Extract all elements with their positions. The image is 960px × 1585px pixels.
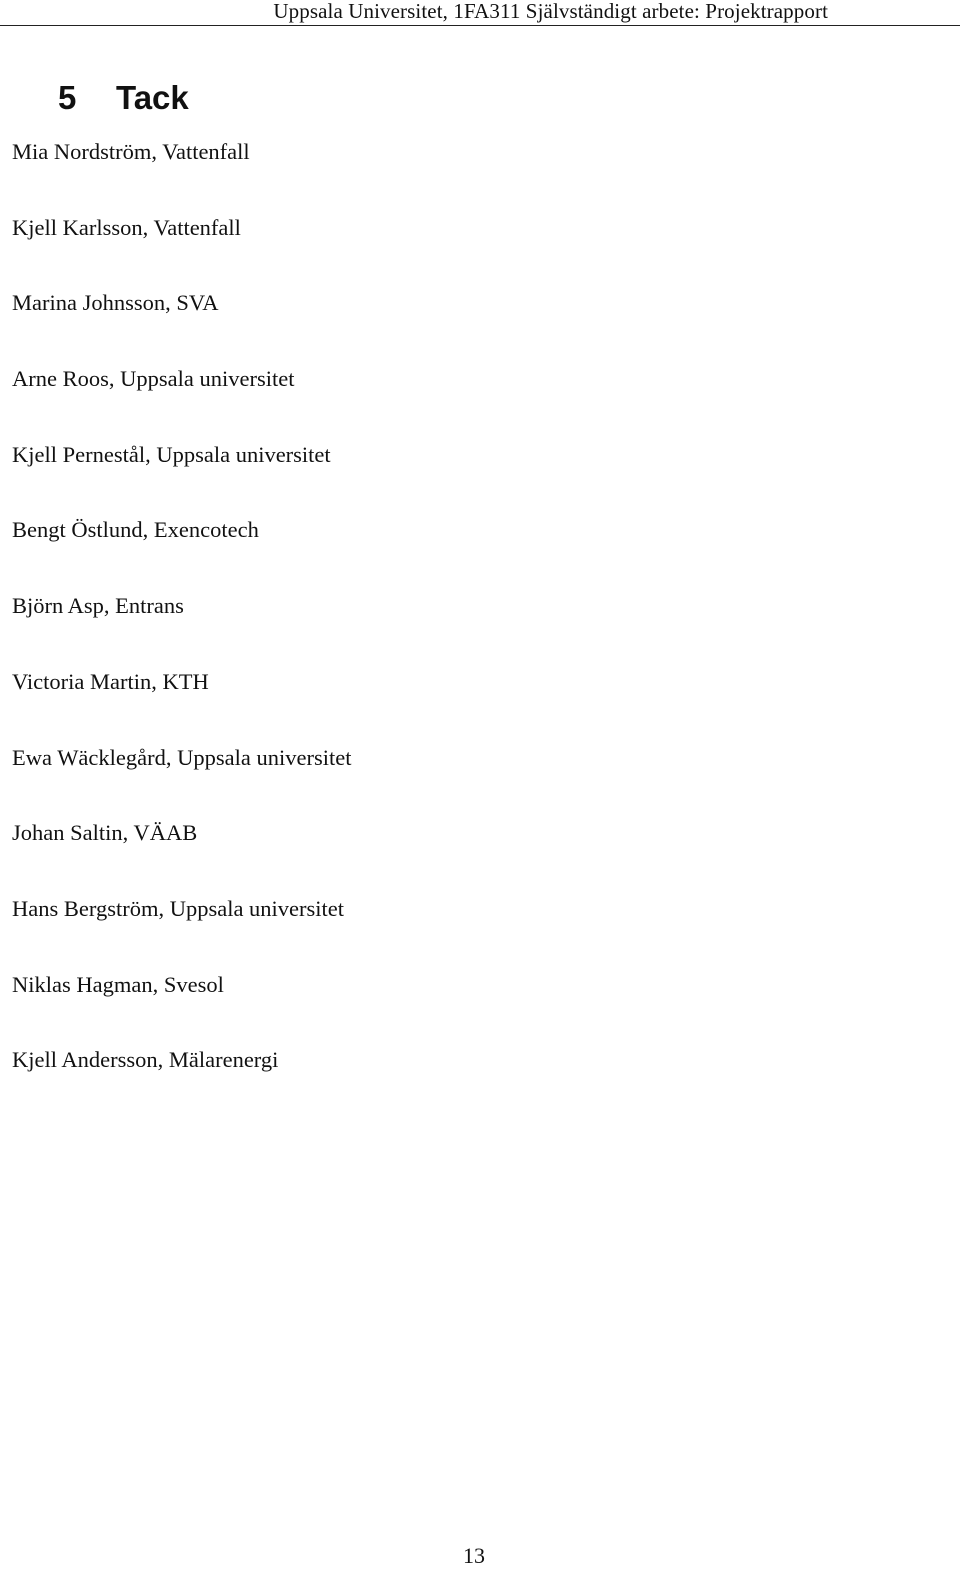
section-title: Tack [116,79,189,116]
acknowledgement-item: Victoria Martin, KTH [12,668,209,694]
acknowledgement-item: Kjell Karlsson, Vattenfall [12,214,241,240]
running-header [0,0,960,26]
section-number: 5 [58,79,77,116]
acknowledgement-item: Hans Bergström, Uppsala universitet [12,895,345,921]
acknowledgement-item: Niklas Hagman, Svesol [12,971,224,997]
acknowledgement-item: Björn Asp, Entrans [12,593,184,619]
section-heading [58,78,189,118]
acknowledgement-item: Mia Nordström, Vattenfall [12,139,250,164]
acknowledgement-item: Marina Johnsson, SVA [12,290,219,316]
acknowledgement-item: Kjell Pernestål, Uppsala universitet [12,441,331,467]
acknowledgement-item: Bengt Östlund, Exencotech [12,517,259,543]
page-number [0,1543,948,1569]
acknowledgement-item: Arne Roos, Uppsala universitet [12,366,295,392]
page-number-label: 13 [463,1543,485,1568]
running-header-title: Uppsala Universitet, 1FA311 Självständigt arbete: Projektrapport [273,0,828,23]
acknowledgement-list [12,135,351,1119]
acknowledgement-item: Kjell Andersson, Mälarenergi [12,1047,279,1073]
acknowledgement-item: Johan Saltin, VÄAB [12,820,198,846]
acknowledgement-item: Ewa Wäcklegård, Uppsala universitet [12,744,352,770]
